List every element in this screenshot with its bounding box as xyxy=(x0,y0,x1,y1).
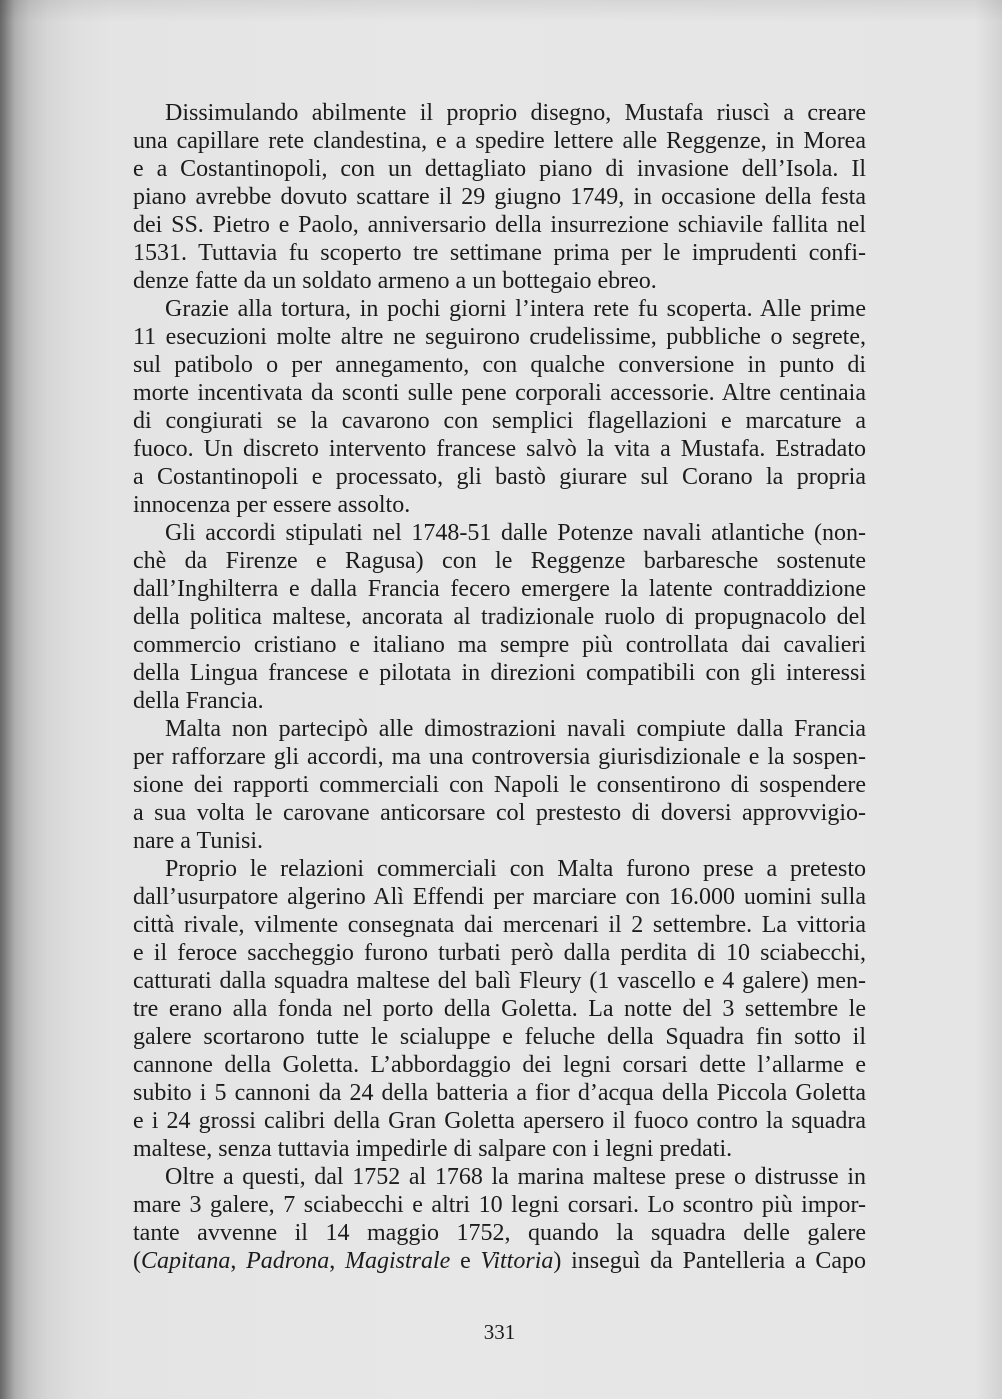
text-line: piano avrebbe dovuto scattare il 29 giugno 1749, in occasione della festa xyxy=(133,184,866,210)
text-line: morte incentivata da sconti sulle pene corporali accessorie. Altre centinaia xyxy=(133,380,866,406)
text-line: della Francia. xyxy=(133,688,264,714)
text-line: 11 esecuzioni molte altre ne seguirono crudelissime, pubbliche o segrete, xyxy=(133,324,866,350)
text-line: nare a Tunisi. xyxy=(133,828,264,854)
text-line: Grazie alla tortura, in pochi giorni l’intera rete fu scoperta. Alle prime xyxy=(165,296,866,322)
text-line: città rivale, vilmente consegnata dai mercenari il 2 settembre. La vittoria xyxy=(133,912,866,938)
text-line: a Costantinopoli e processato, gli bastò giurare sul Corano la propria xyxy=(133,464,866,490)
paragraph xyxy=(133,295,866,519)
italic-ship-name: Magistrale xyxy=(344,1248,451,1274)
text-line: dei SS. Pietro e Paolo, anniversario della insurrezione schiavile fallita nel xyxy=(133,212,866,238)
text-line: cannone della Goletta. L’abbordaggio dei legni corsari dette l’allarme e xyxy=(133,1052,866,1078)
text-line: subito i 5 cannoni da 24 della batteria a fior d’acqua della Piccola Goletta xyxy=(133,1080,866,1106)
paragraph xyxy=(133,99,866,295)
text-line: chè da Firenze e Ragusa) con le Reggenze barbaresche sostenute xyxy=(133,548,866,574)
paragraph xyxy=(133,519,866,715)
text-segment: ) inseguì da Pantelleria a Capo xyxy=(553,1248,867,1274)
text-line: 1531. Tuttavia fu scoperto tre settimane prima per le imprudenti confi- xyxy=(133,240,866,266)
text-line: mare 3 galere, 7 sciabecchi e altri 10 legni corsari. Lo scontro più impor- xyxy=(133,1192,866,1218)
text-line: catturati dalla squadra maltese del balì Fleury (1 vascello e 4 galere) men- xyxy=(133,968,866,994)
paragraph xyxy=(133,1163,866,1275)
text-line: e i 24 grossi calibri della Gran Goletta apersero il fuoco contro la squadra xyxy=(133,1108,866,1134)
text-line: galere scortarono tutte le scialuppe e feluche della Squadra fin sotto il xyxy=(133,1024,866,1050)
italic-ship-name: Capitana xyxy=(141,1248,231,1274)
text-line xyxy=(133,1247,866,1275)
paragraph xyxy=(133,715,866,855)
italic-ship-name: Vittoria xyxy=(480,1248,554,1274)
italic-ship-name: Padrona xyxy=(246,1248,330,1274)
paragraph xyxy=(133,855,866,1163)
text-line: sione dei rapporti commerciali con Napoli le consentirono di sospendere xyxy=(133,772,866,798)
text-segment: ( xyxy=(133,1248,141,1274)
text-line: Proprio le relazioni commerciali con Malta furono prese a pretesto xyxy=(165,856,866,882)
text-line: fuoco. Un discreto intervento francese salvò la vita a Mustafa. Estradato xyxy=(133,436,866,462)
text-line: tante avvenne il 14 maggio 1752, quando la squadra delle galere xyxy=(133,1220,866,1246)
text-line: di congiurati se la cavarono con semplici flagellazioni e marcature a xyxy=(133,408,866,434)
text-line: Gli accordi stipulati nel 1748-51 dalle Potenze navali atlantiche (non- xyxy=(165,520,866,546)
text-line: denze fatte da un soldato armeno a un bottegaio ebreo. xyxy=(133,268,657,294)
text-line: dall’Inghilterra e dalla Francia fecero emergere la latente contraddizione xyxy=(133,576,866,602)
text-line: per rafforzare gli accordi, ma una controversia giurisdizionale e la sospen- xyxy=(133,744,866,770)
text-line: della politica maltese, ancorata al tradizionale ruolo di propugnacolo del xyxy=(133,604,866,630)
text-line: Dissimulando abilmente il proprio disegno, Mustafa riuscì a creare xyxy=(165,100,866,126)
page-number: 331 xyxy=(483,1320,516,1344)
text-line: e il feroce saccheggio furono turbati però dalla perdita di 10 sciabecchi, xyxy=(133,940,866,966)
text-line: Malta non partecipò alle dimostrazioni navali compiute dalla Francia xyxy=(165,716,866,742)
gutter-shadow xyxy=(0,0,14,1399)
text-segment: , xyxy=(329,1248,345,1274)
text-segment: , xyxy=(230,1248,247,1274)
text-line: maltese, senza tuttavia impedirle di salpare con i legni predati. xyxy=(133,1136,733,1162)
text-block xyxy=(133,99,866,1275)
text-line: a sua volta le carovane anticorsare col prestesto di doversi approvvigio- xyxy=(133,800,866,826)
text-segment: e xyxy=(450,1248,481,1274)
text-line: e a Costantinopoli, con un dettagliato piano di invasione dell’Isola. Il xyxy=(133,156,866,182)
text-line: tre erano alla fonda nel porto della Goletta. La notte del 3 settembre le xyxy=(133,996,866,1022)
text-line: sul patibolo o per annegamento, con qualche conversione in punto di xyxy=(133,352,866,378)
text-line: una capillare rete clandestina, e a spedire lettere alle Reggenze, in Morea xyxy=(133,128,866,154)
text-line: della Lingua francese e pilotata in direzioni compatibili con gli interessi xyxy=(133,660,866,686)
text-line: innocenza per essere assolto. xyxy=(133,492,411,518)
text-line: commercio cristiano e italiano ma sempre più controllata dai cavalieri xyxy=(133,632,866,658)
text-line: Oltre a questi, dal 1752 al 1768 la marina maltese prese o distrusse in xyxy=(165,1164,866,1190)
text-line: dall’usurpatore algerino Alì Effendi per marciare con 16.000 uomini sulla xyxy=(133,884,866,910)
